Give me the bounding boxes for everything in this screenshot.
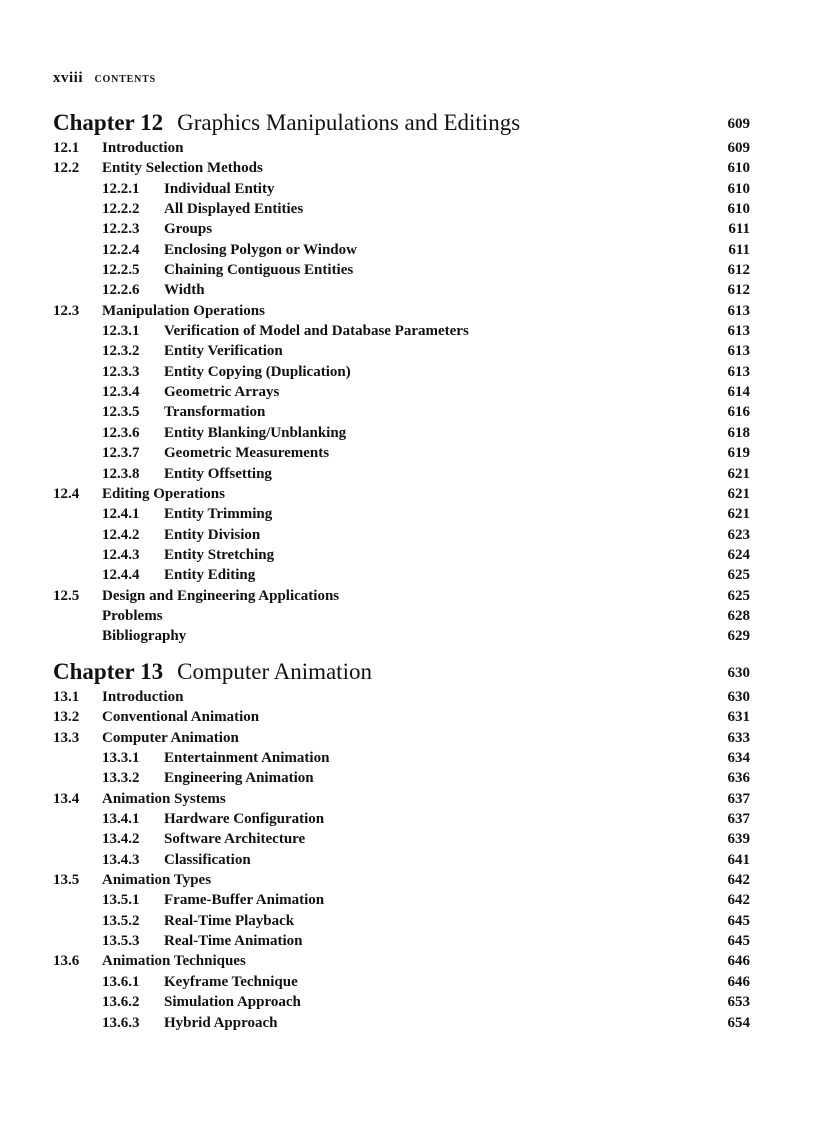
section-number: 13.2 xyxy=(53,709,80,726)
page-number: 621 xyxy=(727,485,750,502)
section-title: Entity Editing xyxy=(164,567,256,584)
page-number: 610 xyxy=(727,201,750,218)
section-number: 12.2.1 xyxy=(102,180,140,197)
toc-entry xyxy=(53,179,750,199)
section-number: 12.5 xyxy=(53,587,80,604)
page-number: 642 xyxy=(727,872,750,889)
chapter-heading xyxy=(53,108,750,138)
toc-entry xyxy=(53,260,750,280)
toc-entry xyxy=(53,911,750,931)
toc-entry xyxy=(53,707,750,727)
section-title: Introduction xyxy=(102,689,184,705)
page-number: 645 xyxy=(727,912,750,929)
section-number: 13.4 xyxy=(53,790,80,807)
page-number: 613 xyxy=(727,302,750,319)
toc-entry xyxy=(53,443,750,463)
page-number: 642 xyxy=(727,892,750,909)
section-title: Real-Time Playback xyxy=(164,912,295,929)
section-number: 12.3.6 xyxy=(102,424,140,441)
section-number: 12.2.4 xyxy=(102,241,140,258)
page-number: 639 xyxy=(727,831,750,848)
running-title: CONTENTS xyxy=(94,74,156,85)
section-number: 12.2.3 xyxy=(102,221,140,238)
toc-entry xyxy=(53,382,750,402)
toc-entry xyxy=(53,626,750,646)
section-number: 12.4 xyxy=(53,485,80,502)
toc-entry xyxy=(53,768,750,788)
section-title: Individual Entity xyxy=(164,180,275,197)
section-title: Editing Operations xyxy=(102,485,225,502)
section-title: Engineering Animation xyxy=(164,770,314,787)
toc-entry xyxy=(53,219,750,239)
section-title: Entity Selection Methods xyxy=(102,160,263,177)
section-title: Geometric Measurements xyxy=(164,445,330,462)
page-number: 653 xyxy=(727,994,750,1011)
section-title: Design and Engineering Applications xyxy=(102,587,340,604)
page-number: 616 xyxy=(727,404,750,421)
page-number: 609 xyxy=(727,140,750,156)
section-title: Geometric Arrays xyxy=(164,384,280,401)
section-title: Verification of Model and Database Parameters xyxy=(164,323,469,340)
section-number: 12.3.7 xyxy=(102,445,140,462)
section-title: Problems xyxy=(102,607,163,624)
section-title: Groups xyxy=(164,221,213,238)
chapter-number: Chapter 12 xyxy=(53,110,164,135)
toc-entry xyxy=(53,789,750,809)
section-title: Entity Division xyxy=(164,526,261,543)
section-number: 12.2.6 xyxy=(102,282,140,299)
section-number: 12.3.3 xyxy=(102,363,140,380)
toc-entry xyxy=(53,402,750,422)
section-number: 13.3 xyxy=(53,729,80,746)
section-number: 13.3.1 xyxy=(102,750,140,767)
page-number: 624 xyxy=(727,546,750,563)
section-title: Keyframe Technique xyxy=(164,973,298,990)
chapter-13-section xyxy=(53,657,750,1033)
page-number: 610 xyxy=(727,180,750,197)
toc-entry xyxy=(53,687,750,707)
toc-entry xyxy=(53,504,750,524)
section-number: 13.6.3 xyxy=(102,1014,140,1031)
section-title: Hardware Configuration xyxy=(164,811,325,828)
chapter-title: Graphics Manipulations and Editings xyxy=(177,110,521,135)
toc-entry xyxy=(53,992,750,1012)
toc-entry xyxy=(53,280,750,300)
toc-entry xyxy=(53,890,750,910)
page-number: 646 xyxy=(727,953,750,970)
section-number: 13.5.3 xyxy=(102,933,140,950)
toc-entry xyxy=(53,423,750,443)
section-title: Entity Verification xyxy=(164,343,283,360)
page-number: 618 xyxy=(727,424,750,441)
page-number: 637 xyxy=(727,811,750,828)
toc-entry xyxy=(53,829,750,849)
page-number: 654 xyxy=(727,1014,750,1031)
toc-entry xyxy=(53,301,750,321)
page-number: 633 xyxy=(727,729,750,746)
section-title: Enclosing Polygon or Window xyxy=(164,241,357,258)
section-number: 12.3 xyxy=(53,302,80,319)
toc-entry xyxy=(53,484,750,504)
section-number: 13.5.1 xyxy=(102,892,140,909)
section-number: 12.2.5 xyxy=(102,262,140,279)
page-number: 619 xyxy=(727,445,750,462)
section-number: 13.6.2 xyxy=(102,994,140,1011)
section-title: Entity Trimming xyxy=(164,506,273,523)
toc-entry xyxy=(53,321,750,341)
toc-entry xyxy=(53,748,750,768)
section-number: 12.2.2 xyxy=(102,201,140,218)
section-number: 13.3.2 xyxy=(102,770,140,787)
toc-entry xyxy=(53,586,750,606)
chapter-entries xyxy=(53,138,750,647)
toc-entry xyxy=(53,809,750,829)
chapter-entries xyxy=(53,687,750,1033)
toc-entry xyxy=(53,362,750,382)
page-number: 614 xyxy=(727,384,750,401)
toc-entry xyxy=(53,464,750,484)
section-number: 12.1 xyxy=(53,140,80,156)
section-number: 12.3.4 xyxy=(102,384,140,401)
running-header xyxy=(53,70,156,88)
section-number: 13.6.1 xyxy=(102,973,140,990)
page-folio: xviii xyxy=(53,70,84,86)
page-number: 629 xyxy=(727,628,750,645)
chapter-heading xyxy=(53,657,750,687)
section-number: 13.5 xyxy=(53,872,80,889)
section-number: 12.4.4 xyxy=(102,567,140,584)
section-title: Entity Blanking/Unblanking xyxy=(164,424,347,441)
page-number: 637 xyxy=(727,790,750,807)
section-title: Entity Offsetting xyxy=(164,465,272,482)
toc-entry xyxy=(53,565,750,585)
section-title: Frame-Buffer Animation xyxy=(164,892,325,909)
section-number: 12.4.1 xyxy=(102,506,140,523)
section-number: 13.1 xyxy=(53,689,80,705)
page-number: 641 xyxy=(727,851,750,868)
page-number: 634 xyxy=(727,750,750,767)
page-number: 628 xyxy=(727,607,750,624)
section-title: Hybrid Approach xyxy=(164,1014,278,1031)
toc-entry xyxy=(53,951,750,971)
page-number: 612 xyxy=(727,262,750,279)
page-number: 611 xyxy=(728,221,750,238)
section-title: Introduction xyxy=(102,140,184,156)
section-title: Simulation Approach xyxy=(164,994,301,1011)
section-number: 12.3.1 xyxy=(102,323,140,340)
page-number: 645 xyxy=(727,933,750,950)
page-number: 613 xyxy=(727,363,750,380)
section-number: 12.4.2 xyxy=(102,526,140,543)
section-number: 12.3.8 xyxy=(102,465,140,482)
toc-entry xyxy=(53,199,750,219)
toc-entry xyxy=(53,972,750,992)
toc-entry xyxy=(53,728,750,748)
section-title: Width xyxy=(164,282,205,299)
toc-entry xyxy=(53,341,750,361)
page-number: 613 xyxy=(727,343,750,360)
page-number: 621 xyxy=(727,506,750,523)
toc-entry xyxy=(53,545,750,565)
section-title: Real-Time Animation xyxy=(164,933,303,950)
section-number: 12.3.5 xyxy=(102,404,140,421)
toc-entry xyxy=(53,525,750,545)
chapter-number: Chapter 13 xyxy=(53,659,164,684)
section-title: Classification xyxy=(164,851,251,868)
section-number: 13.4.3 xyxy=(102,851,140,868)
page-number: 621 xyxy=(727,465,750,482)
page-number: 625 xyxy=(727,587,750,604)
toc-entry xyxy=(53,850,750,870)
toc-entry xyxy=(53,931,750,951)
section-title: Manipulation Operations xyxy=(102,302,265,319)
page-number: 630 xyxy=(727,689,750,705)
section-number: 13.5.2 xyxy=(102,912,140,929)
page-number: 612 xyxy=(727,282,750,299)
section-title: Animation Techniques xyxy=(102,953,246,970)
section-title: Entity Copying (Duplication) xyxy=(164,363,351,380)
section-number: 13.6 xyxy=(53,953,80,970)
page-number: 646 xyxy=(727,973,750,990)
section-title: Animation Systems xyxy=(102,790,226,807)
chapter-page: 630 xyxy=(727,665,750,681)
toc-entry xyxy=(53,138,750,158)
chapter-title: Computer Animation xyxy=(177,659,372,684)
page-number: 610 xyxy=(727,160,750,177)
page-number: 636 xyxy=(727,770,750,787)
page-number: 625 xyxy=(727,567,750,584)
section-title: Bibliography xyxy=(102,628,187,645)
section-title: Conventional Animation xyxy=(102,709,260,726)
toc-entry xyxy=(53,1013,750,1033)
section-title: Computer Animation xyxy=(102,729,239,746)
chapter-page: 609 xyxy=(727,116,750,132)
toc-entry xyxy=(53,240,750,260)
toc-entry xyxy=(53,870,750,890)
section-title: Software Architecture xyxy=(164,831,306,848)
section-number: 12.2 xyxy=(53,160,80,177)
page-number: 611 xyxy=(728,241,750,258)
section-number: 12.3.2 xyxy=(102,343,140,360)
section-title: Entertainment Animation xyxy=(164,750,330,767)
toc-entry xyxy=(53,158,750,178)
toc-entry xyxy=(53,606,750,626)
section-number: 13.4.1 xyxy=(102,811,140,828)
section-number: 13.4.2 xyxy=(102,831,140,848)
section-title: Entity Stretching xyxy=(164,546,275,563)
section-title: Chaining Contiguous Entities xyxy=(164,262,354,279)
page-number: 613 xyxy=(727,323,750,340)
page-number: 631 xyxy=(727,709,750,726)
page-number: 623 xyxy=(727,526,750,543)
section-title: All Displayed Entities xyxy=(164,201,304,218)
chapter-12-section xyxy=(53,108,750,647)
section-number: 12.4.3 xyxy=(102,546,140,563)
section-title: Animation Types xyxy=(102,872,212,889)
section-title: Transformation xyxy=(164,404,266,421)
